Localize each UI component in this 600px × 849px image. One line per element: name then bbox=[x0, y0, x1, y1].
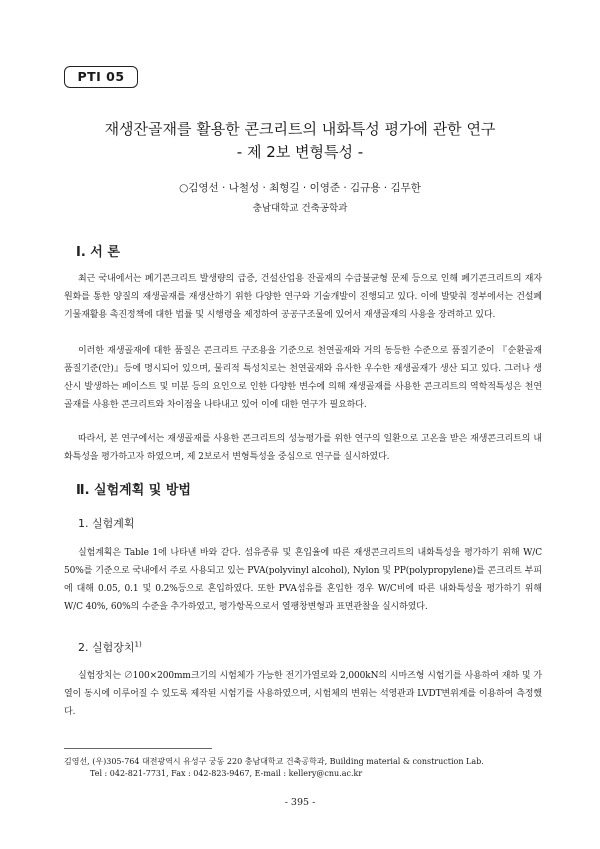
body-paragraph: 최근 국내에서는 폐기콘크리트 발생량의 급증, 건설산업용 잔골재의 수급불균형 문제 등으로 인해 폐기콘크리트의 재자원화를 통한 양질의 재생골재를 재생산하기 위한 다양한 연구와 기술개발이 진행되고 있다. 이에 발맞춰 정부에서는 건설폐기물재활용 촉진정책에 대한 법률 및 시행령을 제정하여 공공구조물에 있어서 재생골재의 사용을 장려하고 있다. bbox=[64, 274, 542, 320]
subsection-heading-plan: 1. 실험계획 bbox=[78, 517, 135, 530]
subsection-heading-apparatus bbox=[78, 639, 142, 655]
section-heading-introduction: Ⅰ. 서 론 bbox=[76, 245, 120, 260]
affiliation: 충남대학교 건축공학과 bbox=[252, 203, 348, 214]
footnote-address: 김영선, (우)305-764 대전광역시 유성구 궁동 220 충남대학교 건축공학과, Building material & construction Lab. bbox=[64, 757, 484, 766]
body-paragraph: 이러한 재생골재에 대한 품질은 콘크리트 구조용을 기준으로 천연골재와 거의 동등한 수준으로 품질기준이 『순환골재 품질기준(안)』등에 명시되어 있으며, 물리적 특성치로는 천연골재와 유사한 우수한 재생골재가 생산 되고 있다. 그러나 생산시 발생하는 페이스트 및 미분 등의 요인으로 인한 다양한 변수에 의해 재생골재를 사용한 콘크리트의 역학적특성은 천연골재를 사용한 콘크리트와 차이점을 나타내고 있어 이에 대한 연구가 필요하다. bbox=[64, 346, 542, 410]
page-number: - 395 - bbox=[284, 797, 316, 808]
paper-title: 재생잔골재를 활용한 콘크리트의 내화특성 평가에 관한 연구 bbox=[104, 120, 496, 138]
paper-subtitle: - 제 2보 변형특성 - bbox=[236, 143, 364, 161]
body-paragraph: 따라서, 본 연구에서는 재생골재를 사용한 콘크리트의 성능평가를 위한 연구의 일환으로 고온을 받은 재생콘크리트의 내화특성을 평가하고자 하였으며, 제 2보로서 변형특성을 중심으로 연구를 실시하였다. bbox=[64, 434, 542, 462]
paper-code-badge: PTI 05 bbox=[64, 66, 138, 88]
footnote-reference: 1) bbox=[134, 640, 142, 649]
subsection-heading-text: 2. 실험장치 bbox=[78, 641, 135, 654]
body-paragraph: 실험장치는 ∅100×200mm크기의 시험체가 가능한 전기가열로와 2,000kN의 시마즈형 시험기를 사용하여 재하 및 가열이 동시에 이루어질 수 있도록 제작된 시험기를 사용하였으며, 시험체의 변위는 석영관과 LVDT변위계를 이용하여 측정했다. bbox=[64, 671, 542, 717]
section-heading-method: Ⅱ. 실험계획 및 방법 bbox=[76, 483, 191, 498]
author-list: ○김영선 · 나철성 · 최형길 · 이영준 · 김규용 · 김무한 bbox=[179, 182, 421, 194]
footnote-contact: Tel : 042-821-7731, Fax : 042-823-9467, E-mail : kellery@cnu.ac.kr bbox=[90, 769, 363, 778]
body-paragraph: 실험계획은 Table 1에 나타낸 바와 같다. 섬유종류 및 혼입율에 따른 재생콘크리트의 내화특성을 평가하기 위해 W/C 50%를 기준으로 국내에서 주로 사용되고 있는 PVA(polyvinyl alcohol), Nylon 및 PP(polypropylene)를 콘크리트 부피에 대해 0.05, 0.1 및 0.2%등으로 혼입하였다. 또한 PVA섬유를 혼입한 경우 W/C비에 따른 내화특성을 평가하기 위해 W/C 40%, 60%의 수준을 추가하였고, 평가항목으로서 열팽창변형과 표면관찰을 실시하였다. bbox=[64, 548, 542, 612]
footnote-divider bbox=[64, 748, 212, 749]
